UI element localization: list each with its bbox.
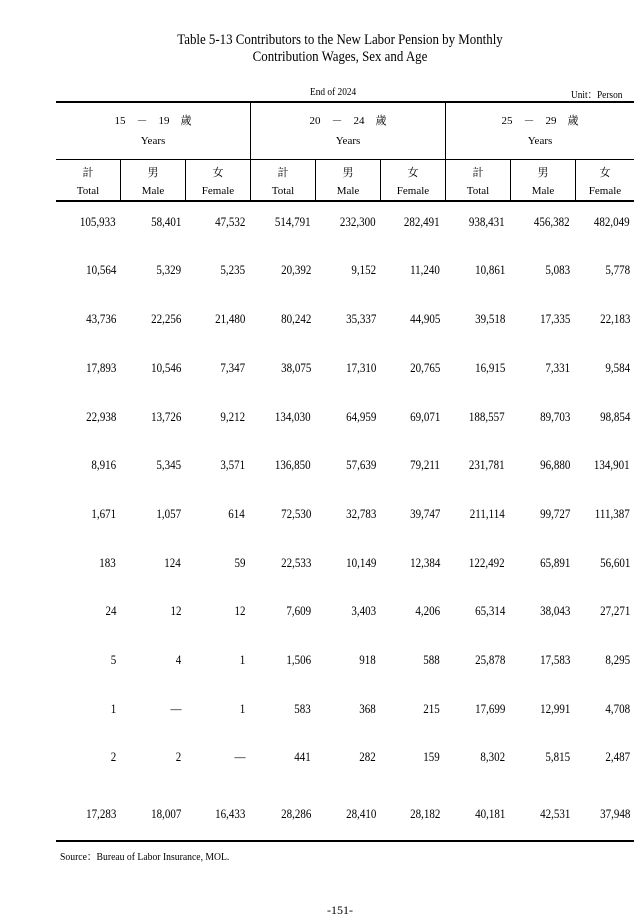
table-cell: 12,384 [409, 556, 440, 570]
table-cell: 64,959 [345, 410, 376, 424]
table-row [56, 455, 634, 475]
table-cell: 11,240 [410, 263, 440, 277]
table-cell: 24 [105, 604, 116, 618]
age-group-20-24 [251, 114, 445, 148]
table-cell: 65,891 [539, 556, 570, 570]
table-cell: 5,778 [605, 263, 630, 277]
table-cell: 282,491 [404, 215, 440, 229]
col-header-male: 男 Male [531, 167, 555, 197]
table-cell: 456,382 [534, 215, 570, 229]
table-row [56, 699, 634, 719]
unit-label: Unit：Person [571, 89, 623, 101]
table-row [56, 504, 634, 524]
table-cell: 17,283 [85, 807, 116, 821]
table-cell: 65,314 [474, 604, 505, 618]
table-title-line2: Contribution Wages, Sex and Age [252, 49, 428, 65]
table-row [56, 650, 634, 670]
table-cell: 69,071 [409, 410, 440, 424]
table-cell: 4,206 [415, 604, 440, 618]
table-cell: 13,726 [150, 410, 181, 424]
table-cell: 5,815 [545, 750, 570, 764]
table-cell: 47,532 [214, 215, 245, 229]
table-cell: 482,049 [594, 215, 630, 229]
col-header-total: 計 Total [466, 167, 490, 197]
table-row [56, 358, 634, 378]
table-cell: 37,948 [599, 807, 630, 821]
table-cell: 16,433 [214, 807, 245, 821]
table-cell: 8,916 [91, 458, 116, 472]
table-cell: 2 [110, 750, 116, 764]
table-row [56, 747, 634, 767]
table-cell: 40,181 [474, 807, 505, 821]
table-cell: 22,183 [599, 312, 630, 326]
table-cell: 28,286 [280, 807, 311, 821]
table-cell: 57,639 [345, 458, 376, 472]
table-cell: 614 [228, 507, 245, 521]
table-cell: 5 [110, 653, 116, 667]
table-cell: 9,584 [605, 361, 630, 375]
date-label: End of 2024 [310, 86, 357, 98]
source-note: Source：Bureau of Labor Insurance, MOL. [60, 851, 230, 863]
table-cell: 5,083 [545, 263, 570, 277]
table-cell: 211,114 [470, 507, 505, 521]
table-cell: 72,530 [280, 507, 311, 521]
table-cell: 1 [110, 702, 116, 716]
table-cell: 79,211 [410, 458, 440, 472]
table-cell: 9,152 [351, 263, 376, 277]
age-group-15-19 [56, 114, 250, 148]
table-cell: 10,564 [85, 263, 116, 277]
table-cell: 17,893 [85, 361, 116, 375]
table-cell: 231,781 [469, 458, 505, 472]
table-cell: 1 [239, 653, 245, 667]
table-cell: 89,703 [539, 410, 570, 424]
table-cell: 27,271 [599, 604, 630, 618]
table-cell: 22,938 [85, 410, 116, 424]
age-range-label: 20 － 24 歲 [309, 115, 387, 127]
table-cell: 59 [234, 556, 245, 570]
table-cell: 38,043 [539, 604, 570, 618]
table-cell: 441 [294, 750, 311, 764]
table-cell: 17,310 [345, 361, 376, 375]
table-cell: 136,850 [275, 458, 311, 472]
table-cell: 8,295 [605, 653, 630, 667]
table-cell: 58,401 [150, 215, 181, 229]
col-header-female: 女 Female [201, 167, 235, 197]
table-cell: 39,747 [409, 507, 440, 521]
table-row [56, 212, 634, 232]
table-cell: 368 [359, 702, 376, 716]
table-cell: 5,235 [220, 263, 245, 277]
table-row [56, 553, 634, 573]
table-cell: 4,708 [605, 702, 630, 716]
table-row [56, 601, 634, 621]
table-cell: 5,345 [156, 458, 181, 472]
table-cell: — [234, 750, 245, 764]
table-row [56, 407, 634, 427]
table-cell: 18,007 [150, 807, 181, 821]
table-cell: 28,182 [409, 807, 440, 821]
table-cell: 99,727 [539, 507, 570, 521]
table-cell: 42,531 [539, 807, 570, 821]
col-header-male: 男 Male [336, 167, 360, 197]
table-cell: 12,991 [539, 702, 570, 716]
table-cell: 17,335 [539, 312, 570, 326]
table-cell: 12 [234, 604, 245, 618]
table-cell: 938,431 [469, 215, 505, 229]
table-cell: 9,212 [220, 410, 245, 424]
table-cell: 183 [99, 556, 116, 570]
table-cell: 16,915 [474, 361, 505, 375]
table-cell: 215 [423, 702, 440, 716]
age-group-25-29 [446, 114, 634, 148]
table-cell: 2,487 [605, 750, 630, 764]
col-header-male: 男 Male [141, 167, 165, 197]
table-row [56, 804, 634, 824]
table-cell: 583 [294, 702, 311, 716]
header-bottom-rule [56, 200, 634, 202]
table-cell: 22,256 [150, 312, 181, 326]
table-cell: 5,329 [156, 263, 181, 277]
table-cell: 514,791 [275, 215, 311, 229]
table-cell: 56,601 [599, 556, 630, 570]
table-cell: 3,571 [220, 458, 245, 472]
table-cell: 20,392 [280, 263, 311, 277]
col-header-total: 計 Total [76, 167, 100, 197]
age-years-label: Years [335, 135, 361, 147]
table-title [48, 32, 633, 66]
table-cell: 12 [170, 604, 181, 618]
page-number: -151- [327, 903, 353, 917]
table-cell: 44,905 [409, 312, 440, 326]
table-cell: 105,933 [80, 215, 116, 229]
table-cell: 10,546 [150, 361, 181, 375]
table-cell: 10,861 [474, 263, 505, 277]
age-range-label: 25 － 29 歲 [501, 115, 579, 127]
table-cell: 2 [175, 750, 181, 764]
table-cell: 588 [423, 653, 440, 667]
table-cell: 282 [359, 750, 376, 764]
table-cell: 918 [359, 653, 376, 667]
table-cell: — [170, 702, 181, 716]
table-cell: 20,765 [409, 361, 440, 375]
table-cell: 35,337 [345, 312, 376, 326]
table-cell: 96,880 [539, 458, 570, 472]
table-bottom-rule [56, 840, 634, 842]
table-cell: 38,075 [280, 361, 311, 375]
table-cell: 232,300 [340, 215, 376, 229]
table-cell: 22,533 [280, 556, 311, 570]
table-cell: 1,506 [286, 653, 311, 667]
table-row [56, 309, 634, 329]
table-cell: 3,403 [351, 604, 376, 618]
age-range-label: 15 － 19 歲 [114, 115, 192, 127]
table-cell: 124 [164, 556, 181, 570]
table-cell: 8,302 [480, 750, 505, 764]
age-years-label: Years [140, 135, 166, 147]
col-header-female: 女 Female [396, 167, 430, 197]
table-cell: 80,242 [280, 312, 311, 326]
table-cell: 134,901 [594, 458, 630, 472]
table-cell: 134,030 [275, 410, 311, 424]
table-cell: 7,347 [220, 361, 245, 375]
table-cell: 39,518 [474, 312, 505, 326]
table-cell: 17,583 [539, 653, 570, 667]
table-cell: 21,480 [214, 312, 245, 326]
table-title-line1: Table 5-13 Contributors to the New Labor Pension by Monthly [177, 32, 503, 48]
table-cell: 188,557 [469, 410, 505, 424]
table-cell: 10,149 [345, 556, 376, 570]
table-cell: 28,410 [345, 807, 376, 821]
table-cell: 7,331 [545, 361, 570, 375]
table-cell: 4 [175, 653, 181, 667]
col-header-total: 計 Total [271, 167, 295, 197]
table-cell: 1,057 [156, 507, 181, 521]
header-top-rule [56, 101, 634, 103]
table-cell: 43,736 [85, 312, 116, 326]
col-header-female: 女 Female [588, 167, 622, 197]
table-cell: 122,492 [469, 556, 505, 570]
table-cell: 159 [423, 750, 440, 764]
table-cell: 111,387 [595, 507, 630, 521]
header-mid-rule [56, 159, 634, 160]
age-years-label: Years [527, 135, 553, 147]
table-cell: 32,783 [345, 507, 376, 521]
table-cell: 1 [239, 702, 245, 716]
table-cell: 7,609 [286, 604, 311, 618]
table-cell: 25,878 [474, 653, 505, 667]
table-row [56, 260, 634, 280]
table-cell: 98,854 [599, 410, 630, 424]
table-cell: 17,699 [474, 702, 505, 716]
table-cell: 1,671 [91, 507, 116, 521]
